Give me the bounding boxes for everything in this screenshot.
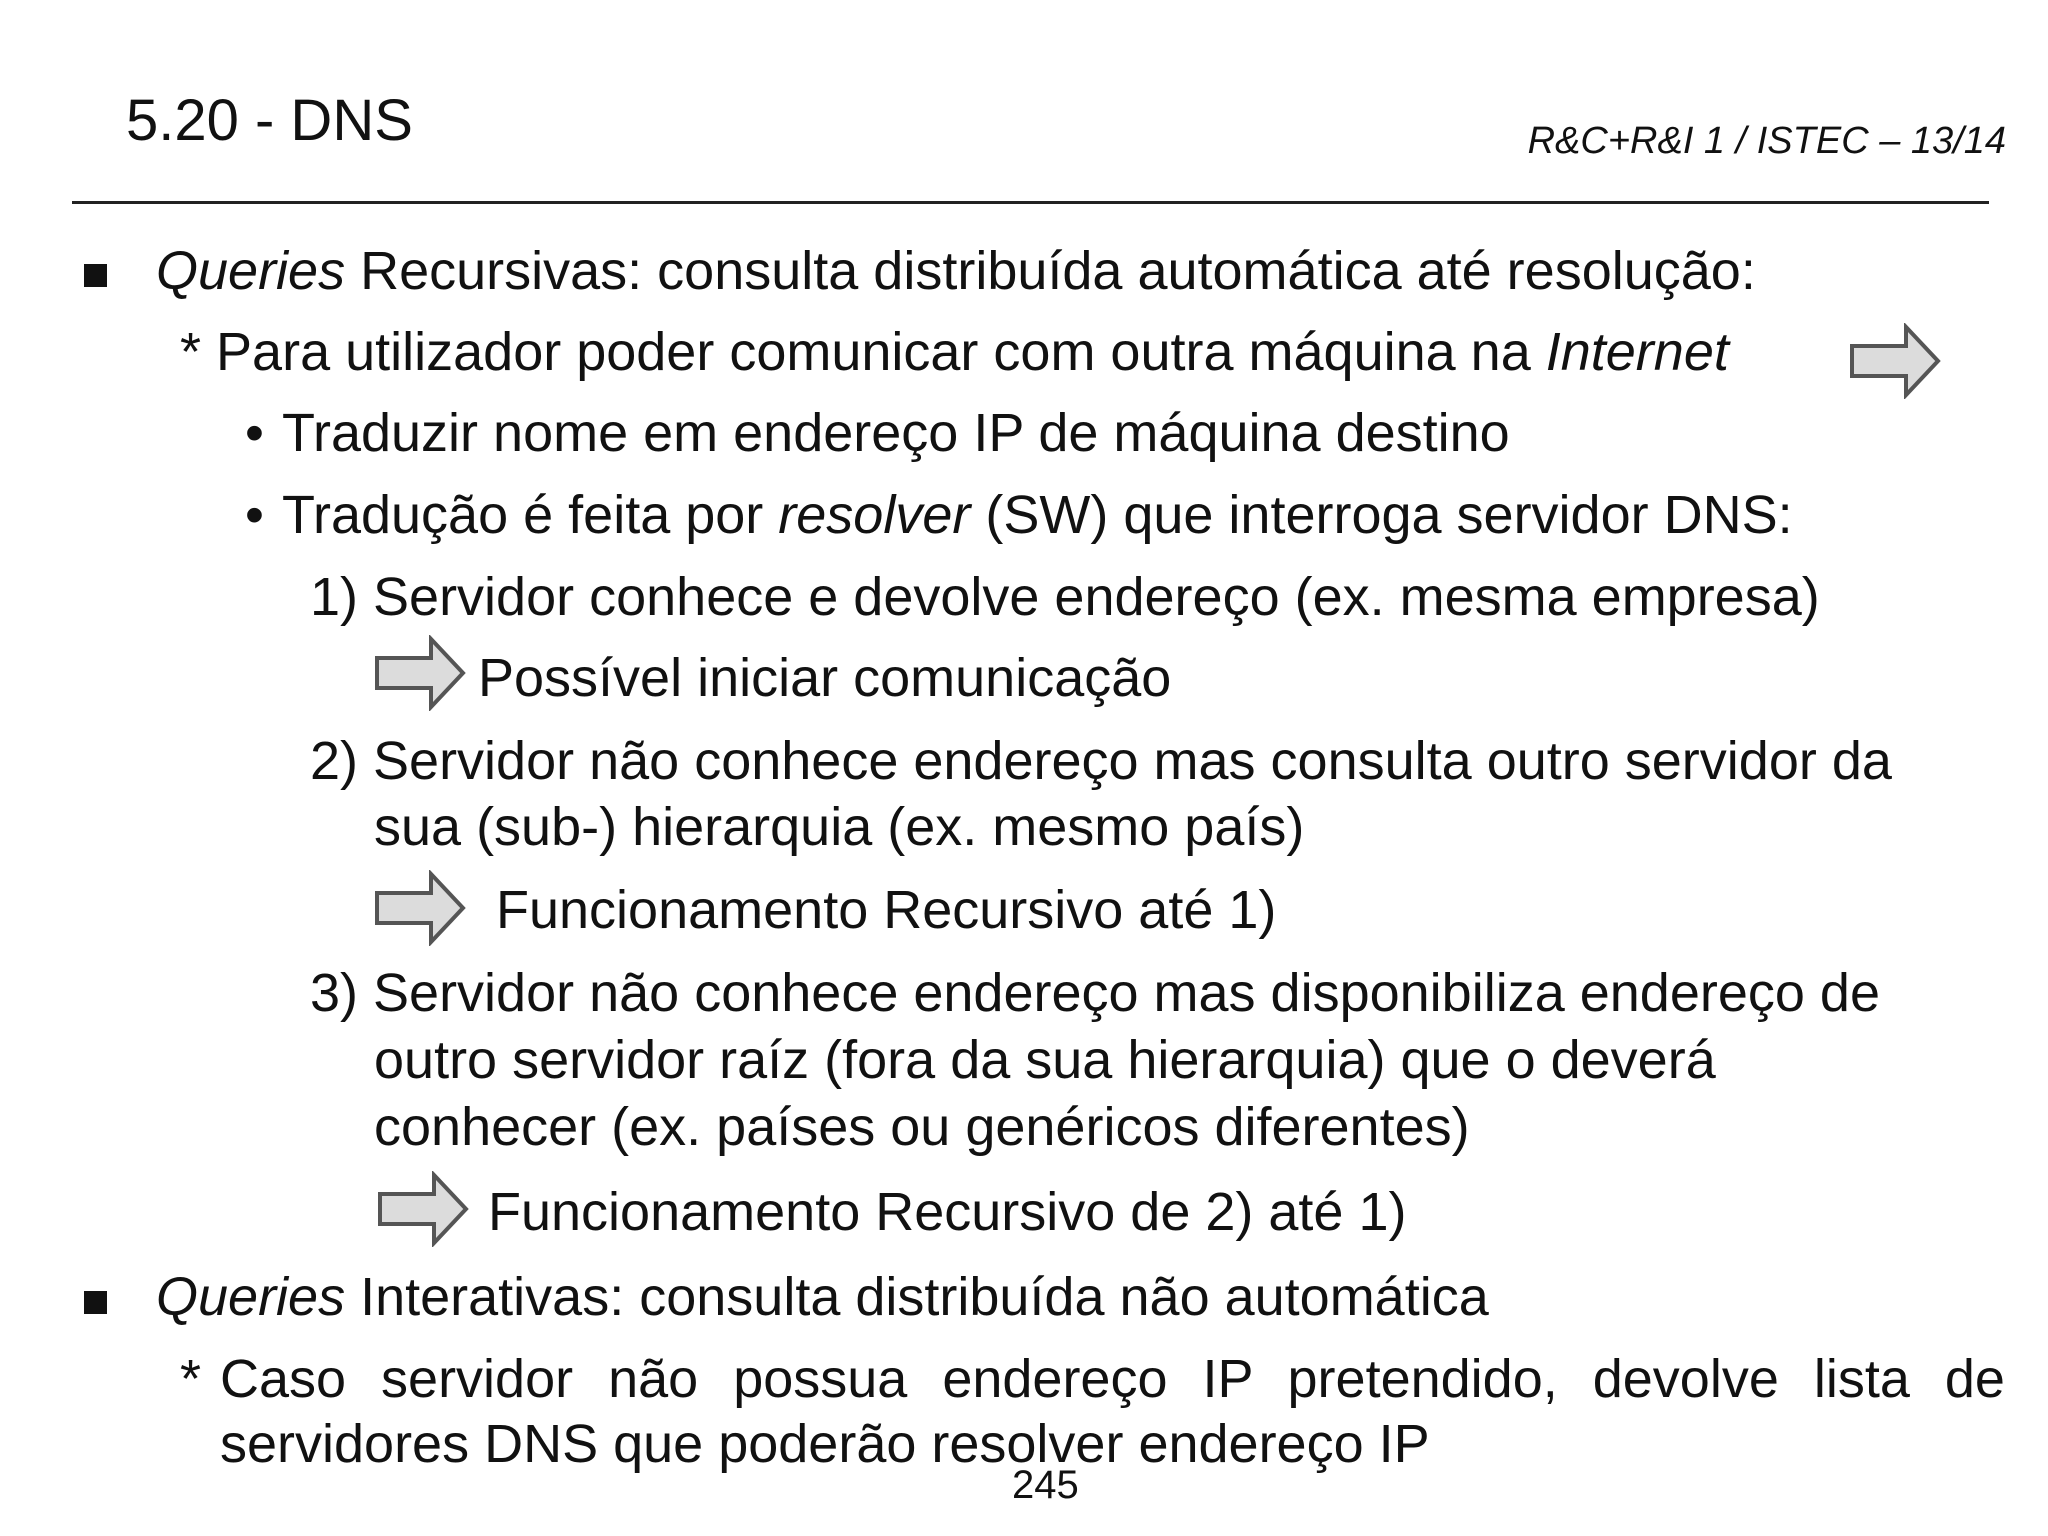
bullet-dot: •	[245, 485, 264, 545]
result-1: Possível iniciar comunicação	[478, 648, 1172, 708]
case-3-line-1: 3) Servidor não conhece endereço mas disponibiliza endereço de	[310, 963, 1880, 1023]
interactive-marker: *	[180, 1349, 202, 1409]
right-arrow-icon	[378, 1171, 470, 1247]
translation-suffix: (SW) que interroga servidor DNS:	[970, 485, 1793, 545]
page-title: 5.20 - DNS	[126, 88, 413, 153]
word: endereço	[942, 1349, 1168, 1409]
purpose-marker: *	[180, 322, 217, 382]
word: lista	[1813, 1349, 1910, 1409]
result-2: Funcionamento Recursivo até 1)	[496, 880, 1277, 940]
word: não	[608, 1349, 699, 1409]
right-arrow-icon	[1850, 323, 1942, 399]
translation-resolver	[282, 485, 1793, 545]
square-bullet-icon	[84, 1291, 107, 1314]
right-arrow-icon	[375, 870, 467, 946]
bullet-dot: •	[245, 403, 264, 463]
course-header: R&C+R&I 1 / ISTEC – 13/14	[1527, 120, 2006, 162]
case-3-line-3: conhecer (ex. países ou genéricos diferentes)	[374, 1097, 1470, 1157]
recursive-purpose	[180, 322, 1729, 382]
case-2-line-1: 2) Servidor não conhece endereço mas consulta outro servidor da	[310, 731, 1892, 791]
right-arrow-icon	[375, 635, 467, 711]
purpose-text: Para utilizador poder comunicar com outra máquina na	[216, 322, 1546, 382]
case-2-line-2: sua (sub-) hierarquia (ex. mesmo país)	[374, 797, 1305, 857]
resolver-term: resolver	[778, 485, 971, 545]
translate-name: Traduzir nome em endereço IP de máquina destino	[282, 403, 1510, 463]
word: devolve	[1592, 1349, 1779, 1409]
result-3: Funcionamento Recursivo de 2) até 1)	[488, 1182, 1407, 1242]
word: de	[1944, 1349, 2005, 1409]
square-bullet-icon	[84, 264, 107, 287]
interactive-description-line-1	[220, 1349, 2005, 1409]
recursive-queries-heading	[156, 241, 1756, 301]
recursive-heading-text: Recursivas: consulta distribuída automática até resolução:	[345, 241, 1756, 301]
recursive-term: Queries	[156, 241, 346, 301]
word: servidor	[381, 1349, 574, 1409]
purpose-italic: Internet	[1545, 322, 1729, 382]
word: pretendido,	[1287, 1349, 1558, 1409]
word: Caso	[220, 1349, 347, 1409]
case-1: 1) Servidor conhece e devolve endereço (ex. mesma empresa)	[310, 567, 1820, 627]
page-number: 245	[1012, 1463, 1079, 1507]
interactive-heading-text: Interativas: consulta distribuída não automática	[345, 1267, 1489, 1327]
interactive-description-line-2: servidores DNS que poderão resolver endereço IP	[220, 1414, 1430, 1474]
case-3-line-2: outro servidor raíz (fora da sua hierarquia) que o deverá	[374, 1030, 1716, 1090]
word: possua	[733, 1349, 908, 1409]
interactive-queries-heading	[156, 1267, 1489, 1327]
word: IP	[1202, 1349, 1253, 1409]
header-divider	[72, 201, 1989, 204]
interactive-term: Queries	[156, 1267, 346, 1327]
translation-prefix: Tradução é feita por	[282, 485, 779, 545]
